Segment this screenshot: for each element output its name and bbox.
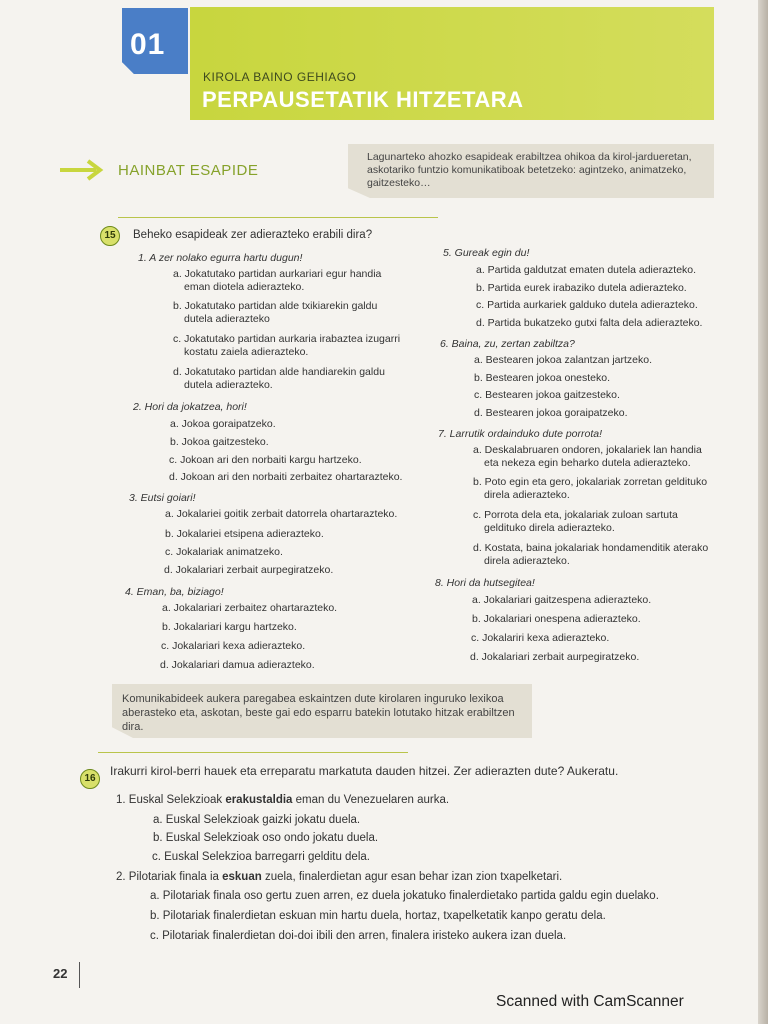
- answer-option: a. Jokalariari zerbaitez ohartarazteko.: [162, 602, 338, 614]
- page-title: PERPAUSETATIK HITZETARA: [202, 87, 524, 112]
- exercise-instruction: Irakurri kirol-berri hauek eta erreparatu markatuta dauden hitzei. Zer adierazten dute? Aukeratu.: [110, 764, 619, 778]
- answer-option: d. Partida bukatzeko gutxi falta dela adierazteko.: [476, 317, 703, 329]
- answer-option-cont: geldituko direla adierazteko.: [484, 522, 615, 534]
- answer-option: c. Euskal Selekzioa barregarri gelditu dela.: [152, 851, 370, 863]
- answer-option: a. Euskal Selekzioak gaizki jokatu duela.: [153, 814, 361, 826]
- answer-option: b. Poto egin eta gero, jokalariak zorretan geldituko: [473, 476, 708, 488]
- exercise-instruction: Beheko esapideak zer adierazteko erabili dira?: [133, 229, 373, 241]
- answer-option: c. Bestearen jokoa gaitzesteko.: [474, 389, 620, 401]
- answer-option: b. Jokalariari onespena adierazteko.: [472, 613, 641, 625]
- answer-option-cont: dutela adierazteko.: [184, 379, 273, 391]
- question-prompt: 1. A zer nolako egurra hartu dugun!: [138, 252, 303, 264]
- question-prompt: 7. Larrutik ordainduko dute porrota!: [438, 428, 603, 440]
- divider-line: [118, 217, 438, 218]
- section-label: HAINBAT ESAPIDE: [118, 162, 259, 179]
- answer-option: a. Jokalariei goitik zerbait datorrela ohartarazteko.: [165, 508, 398, 520]
- question-prompt: 3. Eutsi goiari!: [129, 492, 196, 504]
- answer-option: a. Pilotariak finala oso gertu zuen arren, ez duela jokatuko finalerdietako partida galdu egin duelako.: [150, 890, 659, 902]
- divider-line: [98, 752, 408, 753]
- answer-option: b. Jokatutako partidan alde txikiarekin galdu: [173, 300, 378, 312]
- answer-option: d. Jokatutako partidan alde handiarekin galdu: [173, 366, 385, 378]
- answer-option: b. Jokalariari kargu hartzeko.: [162, 621, 297, 633]
- answer-option: d. Kostata, baina jokalariak hondamenditik aterako: [473, 542, 709, 554]
- highlighted-word: erakustaldia: [225, 794, 293, 806]
- answer-option-cont: direla adierazteko.: [484, 489, 570, 501]
- answer-option: a. Bestearen jokoa zalantzan jartzeko.: [474, 354, 653, 366]
- answer-option-cont: eman diotela adierazteko.: [184, 281, 305, 293]
- answer-option-cont: direla adierazteko.: [484, 555, 570, 567]
- answer-option: d. Jokoan ari den norbaiti zerbaitez ohartarazteko.: [169, 471, 403, 483]
- answer-option: a. Partida galdutzat ematen dutela adierazteko.: [476, 264, 697, 276]
- answer-option: a. Jokatutako partidan aurkariari egur handia: [173, 268, 382, 280]
- arrow-right-icon: [60, 158, 110, 182]
- exercise-number-badge: 15: [100, 226, 120, 246]
- answer-option: b. Jokoa gaitzesteko.: [170, 436, 269, 448]
- answer-option: b. Partida eurek irabaziko dutela adierazteko.: [476, 282, 687, 294]
- answer-option-cont: kostatu zaiela adierazteko.: [184, 346, 309, 358]
- question-prompt: 8. Hori da hutsegitea!: [435, 577, 535, 589]
- answer-option: c. Jokalariak animatzeko.: [165, 546, 283, 558]
- answer-option: a. Deskalabruaren ondoren, jokalariek lan handia: [473, 444, 702, 456]
- question-prompt: 4. Eman, ba, biziago!: [125, 586, 224, 598]
- unit-number: 01: [130, 28, 166, 61]
- answer-option-cont: dutela adierazteko: [184, 313, 270, 325]
- answer-option: a. Jokoa goraipatzeko.: [170, 418, 276, 430]
- answer-option: c. Pilotariak finalerdietan doi-doi ibili den arren, finalera iristeko aukera izan duela.: [150, 930, 567, 942]
- answer-option: c. Jokoan ari den norbaiti kargu hartzeko.: [169, 454, 362, 466]
- highlighted-word: eskuan: [222, 871, 262, 883]
- answer-option-cont: eta nekeza egin beharko dutela adierazteko.: [484, 457, 691, 469]
- answer-option: d. Jokalariari zerbait aurpegiratzeko.: [164, 564, 334, 576]
- answer-option: b. Bestearen jokoa onesteko.: [474, 372, 611, 384]
- question-prompt: 2. Hori da jokatzea, hori!: [133, 401, 247, 413]
- answer-option: d. Jokalariari damua adierazteko.: [160, 659, 315, 671]
- answer-option: c. Partida aurkariek galduko dutela adierazteko.: [476, 299, 698, 311]
- page-number-bar: [79, 962, 80, 988]
- answer-option: b. Jokalariei etsipena adierazteko.: [165, 528, 324, 540]
- question-prompt: 5. Gureak egin du!: [443, 247, 530, 259]
- answer-option: b. Euskal Selekzioak oso ondo jokatu duela.: [153, 832, 379, 844]
- answer-option: c. Jokalariri kexa adierazteko.: [471, 632, 610, 644]
- answer-option: c. Jokatutako partidan aurkaria irabaztea izugarri: [173, 333, 401, 345]
- intro-text: Lagunarteko ahozko esapideak erabiltzea ohikoa da kirol-jardueretan, askotariko funtzio komunikatiboak betetzeko: agintzeko, animatzeko, gaitzesteko…: [367, 151, 692, 189]
- answer-option: b. Pilotariak finalerdietan eskuan min hartu duela, hortaz, txapelketatik kanpo geratu dela.: [150, 910, 606, 922]
- answer-option: a. Jokalariari gaitzespena adierazteko.: [472, 594, 652, 606]
- page-edge: [758, 0, 768, 1024]
- info-box-text: Komunikabideek aukera paregabea eskaintzen dute kirolaren inguruko lexikoa aberasteko eta, askotan, beste gai edo esparru batekin lotutako hitzak erabiltzen dira.: [122, 693, 515, 733]
- answer-option: d. Bestearen jokoa goraipatzeko.: [474, 407, 628, 419]
- scanner-watermark: Scanned with CamScanner: [496, 993, 684, 1010]
- answer-option: d. Jokalariari zerbait aurpegiratzeko.: [470, 651, 640, 663]
- page-number: 22: [53, 966, 68, 981]
- answer-option: c. Jokalariari kexa adierazteko.: [161, 640, 306, 652]
- unit-kicker: KIROLA BAINO GEHIAGO: [203, 70, 357, 84]
- exercise-number-badge: 16: [80, 769, 100, 789]
- question-prompt: 6. Baina, zu, zertan zabiltza?: [440, 338, 575, 350]
- answer-option: c. Porrota dela eta, jokalariak zuloan sartuta: [473, 509, 678, 521]
- question-prompt: 1. Euskal Selekzioak erakustaldia eman du Venezuelaren aurka.: [116, 794, 450, 806]
- question-prompt: 2. Pilotariak finala ia eskuan zuela, finalerdietan agur esan behar izan zion txapelketari.: [116, 871, 563, 883]
